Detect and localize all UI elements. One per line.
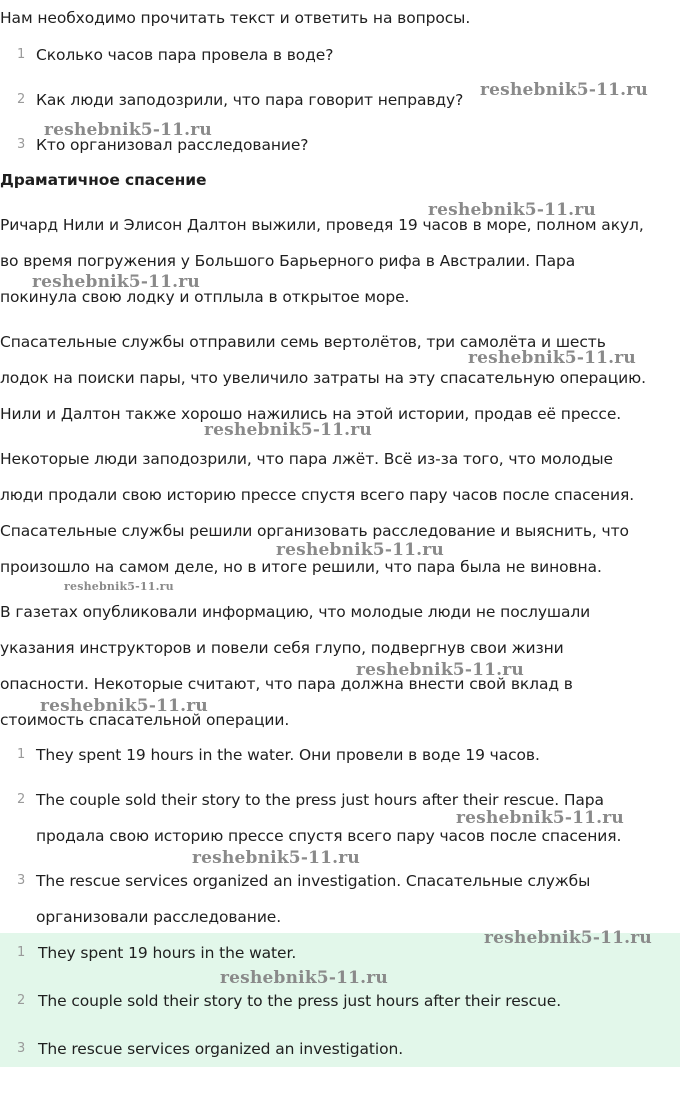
story-line: Ричард Нили и Элисон Далтон выжили, проведя 19 часов в море, полном акул, [0,216,644,234]
final-answer-number: 1 [17,945,26,960]
answer-number: 3 [17,873,26,888]
watermark-text: reshebnik5-11.ru [64,580,174,593]
watermark-text: reshebnik5-11.ru [220,968,388,988]
story-line: лодок на поиски пары, что увеличило затраты на эту спасательную операцию. [0,369,646,387]
answer-number: 2 [17,792,26,807]
answer-text: The couple sold their story to the press just hours after their rescue. Пара [36,791,604,809]
watermark-text: reshebnik5-11.ru [356,660,524,680]
final-answer-number: 3 [17,1041,26,1056]
watermark-text: reshebnik5-11.ru [44,120,212,140]
watermark-text: reshebnik5-11.ru [484,928,652,948]
story-line: опасности. Некоторые считают, что пара должна внести свой вклад в [0,675,573,693]
watermark-text: reshebnik5-11.ru [204,420,372,440]
story-line: указания инструкторов и повели себя глупо, подвергнув свои жизни [0,639,564,657]
answer-number: 1 [17,747,26,762]
watermark-text: reshebnik5-11.ru [428,200,596,220]
answer-text: продала свою историю прессе спустя всего пару часов после спасения. [36,827,622,845]
story-title: Драматичное спасение [0,171,207,189]
answer-text: The rescue services organized an investigation. Спасательные службы [36,872,591,890]
watermark-text: reshebnik5-11.ru [276,540,444,560]
watermark-text: reshebnik5-11.ru [192,848,360,868]
answer-text: They spent 19 hours in the water. Они провели в воде 19 часов. [36,746,540,764]
final-answer-number: 2 [17,993,26,1008]
final-answer-text: The rescue services organized an investigation. [38,1040,404,1058]
final-answer-text: They spent 19 hours in the water. [38,944,297,962]
story-line: Спасательные службы решили организовать расследование и выяснить, что [0,522,629,540]
question-number: 1 [17,47,26,62]
story-line: люди продали свою историю прессе спустя всего пару часов после спасения. [0,486,635,504]
question-number: 2 [17,92,26,107]
watermark-text: reshebnik5-11.ru [468,348,636,368]
story-line: произошло на самом деле, но в итоге решили, что пара была не виновна. [0,558,602,576]
watermark-text: reshebnik5-11.ru [32,272,200,292]
question-text: Как люди заподозрили, что пара говорит неправду? [36,91,464,109]
question-number: 3 [17,137,26,152]
watermark-text: reshebnik5-11.ru [480,80,648,100]
final-answer-text: The couple sold their story to the press just hours after their rescue. [38,992,562,1010]
intro-text: Нам необходимо прочитать текст и ответить на вопросы. [0,9,471,27]
watermark-text: reshebnik5-11.ru [456,808,624,828]
answer-text: организовали расследование. [36,908,282,926]
final-answers-box [0,933,680,1067]
story-line: Спасательные службы отправили семь вертолётов, три самолёта и шесть [0,333,606,351]
question-text: Кто организовал расследование? [36,136,309,154]
story-line: В газетах опубликовали информацию, что молодые люди не послушали [0,603,591,621]
story-line: Некоторые люди заподозрили, что пара лжёт. Всё из-за того, что молодые [0,450,613,468]
question-text: Сколько часов пара провела в воде? [36,46,334,64]
watermark-text: reshebnik5-11.ru [40,696,208,716]
story-line: покинула свою лодку и отплыла в открытое море. [0,288,410,306]
story-line: стоимость спасательной операции. [0,711,290,729]
story-line: Нили и Далтон также хорошо нажились на этой истории, продав её прессе. [0,405,622,423]
story-line: во время погружения у Большого Барьерного рифа в Австралии. Пара [0,252,576,270]
